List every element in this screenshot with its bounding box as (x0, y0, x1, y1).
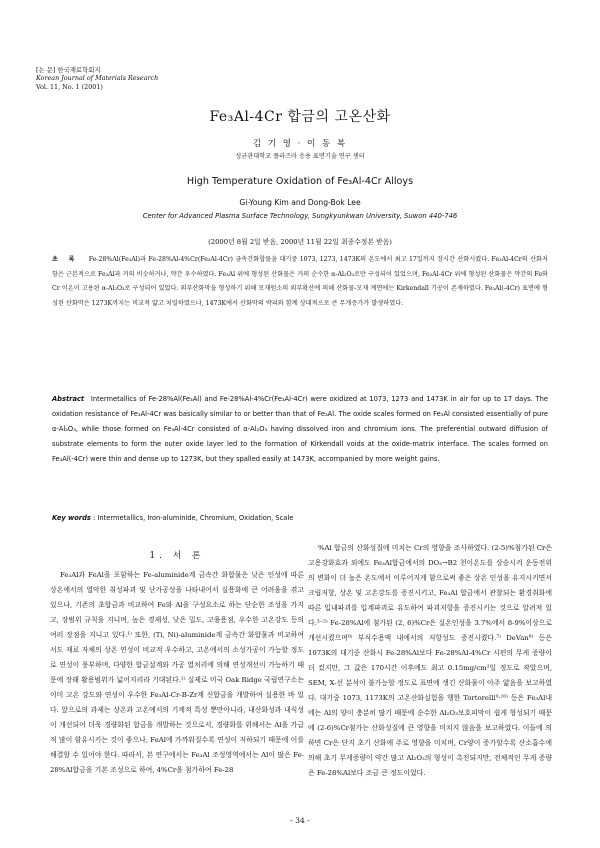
received-dates: (2000년 8월 2일 받음, 2000년 11월 22일 최종수정본 받음) (208, 238, 392, 246)
title-english: High Temperature Oxidation of Fe₃Al-4Cr Alloys (186, 176, 414, 187)
abstract-english (52, 392, 548, 467)
title-korean: Fe₃Al-4Cr 합금의 고온산화 (209, 109, 391, 125)
abstract-english-label: Abstract (52, 395, 85, 403)
body-paragraph: %Al 합금의 산화성질에 미치는 Cr의 영향을 조사하였다. (2-5)%첨가된 Cr은 고용강화효과 외에도 Fe₃Al합금에서의 DO₃→B2 천이온도를 상승시켜 운동전위의 변화이 더 높은 온도에서 이루어지게 함으로써 좋은 상온 인성을 유지시키면서 크립저항, 상온 및 고온강도를 증진시키고, Fe₃Al 합금에서 관찰되는 환경취화에 따른 입내파괴를 입계파괴로 유도하여 파괴저항을 증진시키는 것으로 알려져 있다.³⁻⁵⁾ Fe-28%Al에 첨가된 (2, 6)%Cr은 실온인성을 3.7%에서 8-9%이상으로 개선시켰으며⁶⁾ 부식수용액 내에서의 저항성도 증진시켰다.⁷⁾ DeVan⁸⁾ 등은 1073K의 대기중 산화시 Fe-28%Al보다 Fe-28%Al-4%Cr 시편의 무게 증량이 더 컸지만, 그 값은 170시간 이후에도 최고 0.15mg/cm²일 정도로 작았으며, SEM, X-선 분석이 불가능할 정도로 표면에 생긴 산화물이 아주 얇음을 보고하였다. 대기중 1073, 1173K의 고온산화실험을 행한 Tortorelli⁹·¹⁰⁾ 등은 Fe₃Al내에는 Al의 양이 충분히 많기 때문에 순수한 Al₂O₃보호피막이 쉽게 형성되기 때문에 (2-6)%Cr첨가는 산화성질에 큰 영향을 미치지 않음을 보고하였다. 이들에 의하면 Cr은 단지 초기 산화에 주로 영향을 미치며, Cr양이 증가할수록 산소흡수에 의해 초기 무게증량이 약간 많고 Al₂O₃의 형성이 촉진되지만, 전체적인 무게 증량은 Fe-28%Al보다 조금 큰 정도이었다. (308, 544, 552, 777)
authors-korean: 김 기 영 · 이 동 복 (252, 139, 348, 149)
abstract-english-text: Intermetallics of Fe-28%Al(Fe₃Al) and Fe-28%Al-4%Cr(Fe₃Al-4Cr) were oxidized at 1073, 1273 and 1473K in air for up to 17 days. The oxidation resistance of Fe₃Al-4Cr was basically similar to or better than that of Fe₃Al. The oxide scales formed on Fe₃Al consisted essentially of pure α-Al₂O₃, while those formed on Fe₃Al-4Cr consisted of α-Al₂O₃ having dissolved iron and chromium ions. The preferential outward diffusion of substrate elements to form the outer oxide layer led to the formation of Kirkendall voids at the oxide-matrix interface. The scales formed on Fe₃Al(-4Cr) were thin and dense up to 1273K, but they spalled easily at 1473K, accompanied by more weight gains. (52, 395, 548, 463)
body-paragraph: Fe₃Al과 FeAl을 포함하는 Fe-aluminide계 금속간 화합물은 낮은 인성에 따른 상온에서의 열악한 취성파괴 및 난가공성을 나타내어서 실용화에 큰 어려움을 겪고 있으나, 기존의 초합금과 비교하여 Fe와 Al을 구성요소로 하는 단순한 조성을 가지고, 장범위 규칙을 지니며, 높은 경제성, 낮은 밀도, 고융용점, 우수한 고온강도 등의 여러 장점을 지니고 있다.¹⁾ 또한, (Ti, Ni)-aluminide계 금속간 화합물과 비교하여서도 재료 자체의 상온 연성이 비교적 우수하고, 고온에서의 소성가공이 가능할 정도로 연성이 풍부하며, 다양한 합금설계와 가공 열처리에 의해 연성개선이 가능하기 때문에 장래 활용범위가 넓어지리라 기대된다.²⁾ 실제로 미국 Oak Ridge 국립연구소는 이미 고온 강도와 연성이 우수한 Fe₃Al-Cr-B-Zr계 신합금을 개발하여 실용한 바 있다. 앞으로의 과제는 상온과 고온에서의 기계적 특성 뿐만아니라, 내산화성과 내식성이 개선되어 더욱 경량화된 합금을 개발하는 것으로서, 경량화를 위해서는 Al을 가급적 많이 함유시키는 것이 좋으나, FeAl에 가까워질수록 연성이 저하되기 때문에 이를 해결할 수 있어야 한다. 따라서, 본 연구에서는 Fe₃Al 조성영역에서는 Al이 많은 Fe-28%Al합금을 기본 조성으로 하여, 4%Cr을 첨가하여 Fe-28 (50, 571, 304, 774)
authors-english: Gi-Young Kim and Dong-Bok Lee (239, 198, 361, 207)
abstract-korean (52, 253, 548, 311)
journal-name-en: Korean Journal of Materials Research (36, 74, 159, 83)
page-number: - 34 - (290, 816, 310, 825)
journal-header (36, 66, 158, 91)
journal-volume: Vol. 11, No. 1 (2001) (36, 82, 103, 91)
keywords-label: Key words (52, 514, 91, 522)
body-column-left (50, 568, 304, 778)
affiliation-korean: 성균관대학교 플라즈마 응용 표면기술 연구 센터 (235, 153, 365, 160)
journal-name-ko: [논 문] 한국재료학회지 (36, 66, 101, 74)
abstract-korean-label: 초 록 (52, 256, 79, 263)
body-column-right (308, 541, 552, 781)
section-title-introduction: 1. 서 론 (149, 551, 205, 561)
abstract-korean-text: Fe-28%Al(Fe₃Al)과 Fe-28%Al-4%Cr(Fe₃Al-4Cr) 금속간화합물을 대기중 1073, 1273, 1473K의 온도에서 최고 17일까지 장시간 산화시켰다. Fe₃Al-4Cr의 산화저항은 근본적으로 Fe₃Al과 거의 비슷하거나, 약간 우수하였다. Fe₃Al 위에 형성된 산화물은 거의 순수한 α-Al₂O₃로만 구성되어 있었으며, Fe₃Al-4Cr 위에 형성된 산화물은 약간의 Fe와 Cr 이온이 고용된 α-Al₂O₃로 구성되어 있었다. 외부산화막을 형성하기 위해 모재원소의 외부확산에 의해 산화물-모재 계면에는 Kirkendall 기공이 존재하였다. Fe₃Al(-4Cr) 표면에 형성된 산화막은 1273K까지는 비교적 얇고 치밀하였으나, 1473K에서 산화막의 박리와 함께 상대적으로 큰 무게증가가 발생하였다. (52, 256, 549, 307)
affiliation-english: Center for Advanced Plasma Surface Technology, Sungkyunkwan University, Suwon 440-746 (142, 212, 458, 220)
keywords (52, 514, 548, 522)
keywords-text: : Intermetallics, Iron-aluminide, Chromium, Oxidation, Scale (93, 514, 294, 522)
